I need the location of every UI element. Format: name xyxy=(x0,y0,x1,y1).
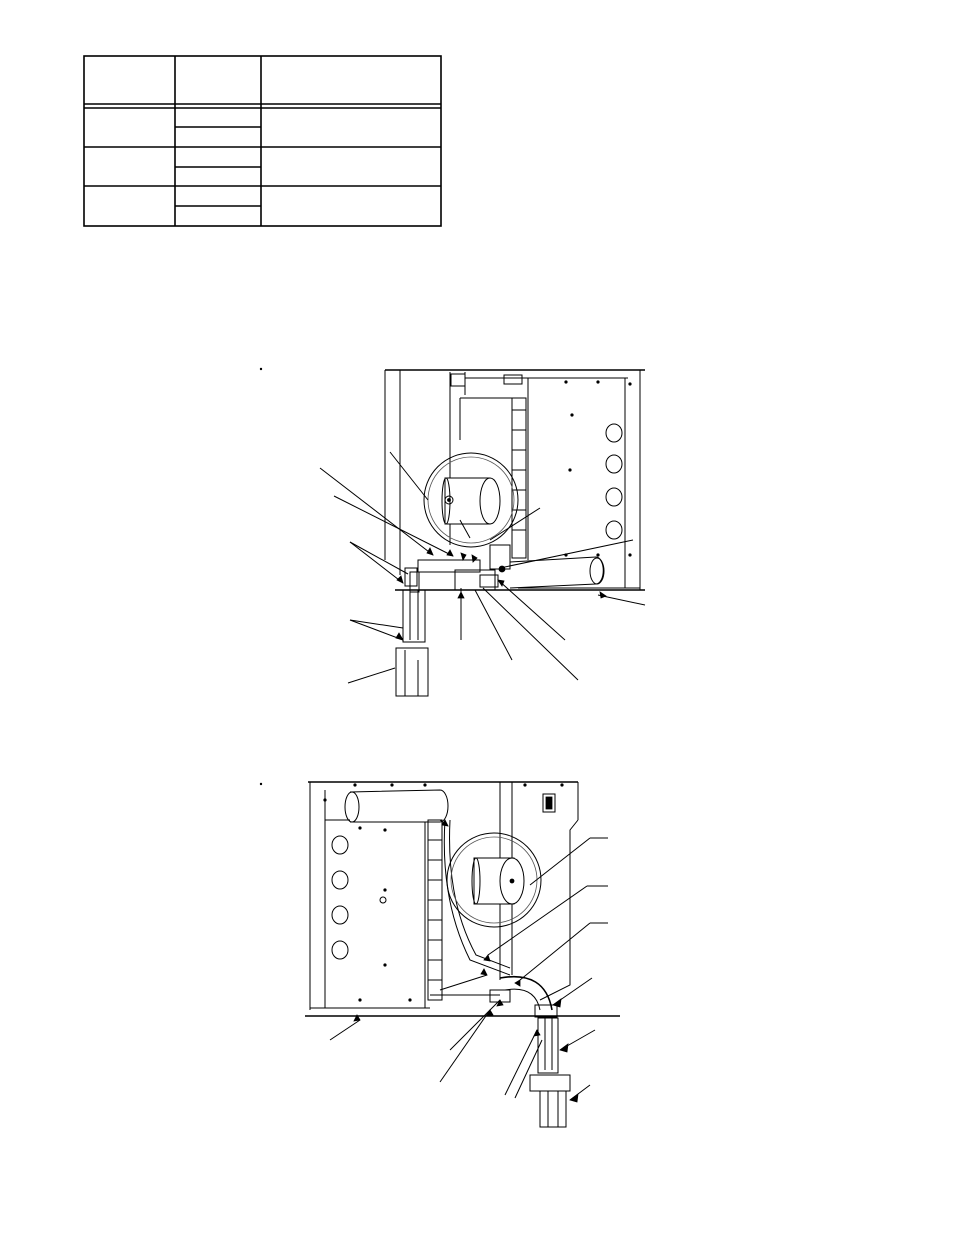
callouts-2 xyxy=(260,783,608,1102)
blower-1 xyxy=(424,453,518,547)
figure-2-drawing xyxy=(0,770,954,1130)
knockouts-1 xyxy=(606,424,622,539)
drain-pipe-2 xyxy=(345,790,448,822)
fittings-2 xyxy=(490,977,570,1127)
fittings-1 xyxy=(396,545,510,696)
cabinet-1 xyxy=(385,370,645,590)
blower-2 xyxy=(447,833,541,927)
table-frame xyxy=(84,56,441,226)
drain-pipe-1 xyxy=(499,557,604,588)
figure-1-drawing xyxy=(0,360,954,720)
coil-2 xyxy=(428,820,510,1000)
callouts-1 xyxy=(260,368,645,683)
specification-table xyxy=(83,55,443,229)
